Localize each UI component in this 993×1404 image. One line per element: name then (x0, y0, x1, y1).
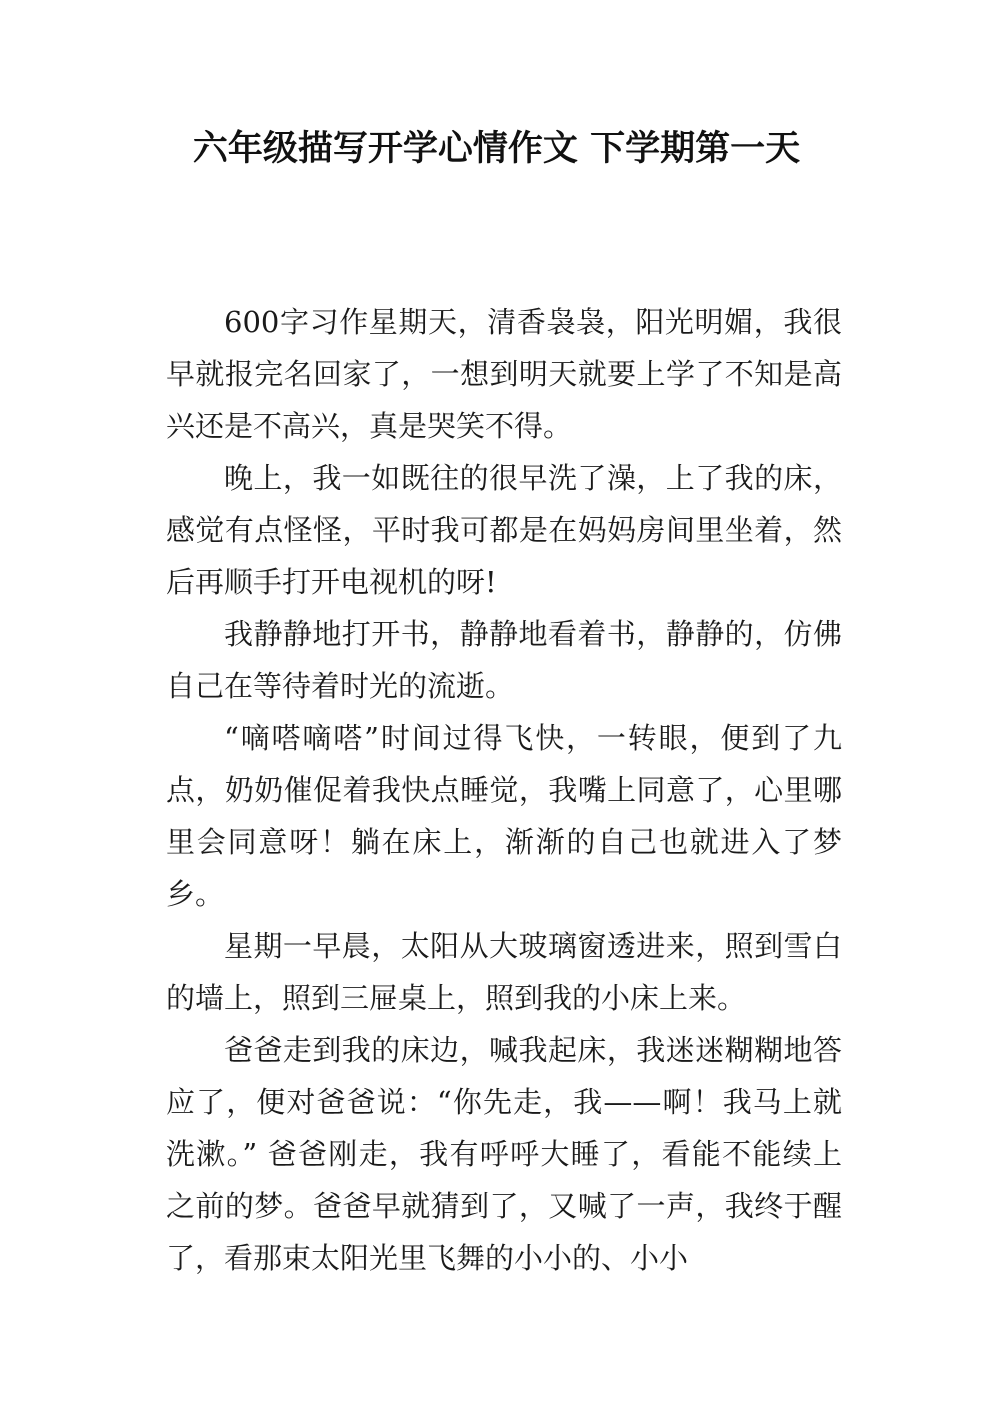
paragraph: 星期一早晨，太阳从大玻璃窗透进来，照到雪白的墙上，照到三屉桌上，照到我的小床上来。 (166, 929, 842, 1015)
document-title: 六年级描写开学心情作文 下学期第一天 (192, 129, 801, 169)
paragraph: 600字习作星期天，清香袅袅，阳光明媚，我很早就报完名回家了，一想到明天就要上学了不知是高兴还是不高兴，真是哭笑不得。 (166, 305, 842, 443)
document-body (166, 296, 842, 1284)
paragraph: 晚上，我一如既往的很早洗了澡，上了我的床，感觉有点怪怪，平时我可都是在妈妈房间里坐着，然后再顺手打开电视机的呀! (166, 461, 842, 599)
paragraph: 爸爸走到我的床边，喊我起床，我迷迷糊糊地答应了，便对爸爸说：“你先走，我——啊！我马上就洗漱。” 爸爸刚走，我有呼呼大睡了，看能不能续上之前的梦。爸爸早就猜到了，又喊了一声，我终于醒了，看那束太阳光里飞舞的小小的、小小 (166, 1033, 842, 1275)
paragraph: 我静静地打开书，静静地看着书，静静的，仿佛自己在等待着时光的流逝。 (166, 617, 842, 703)
paragraph: “嘀嗒嘀嗒”时间过得飞快，一转眼，便到了九点，奶奶催促着我快点睡觉，我嘴上同意了，心里哪里会同意呀！躺在床上，渐渐的自己也就进入了梦乡。 (166, 721, 842, 911)
